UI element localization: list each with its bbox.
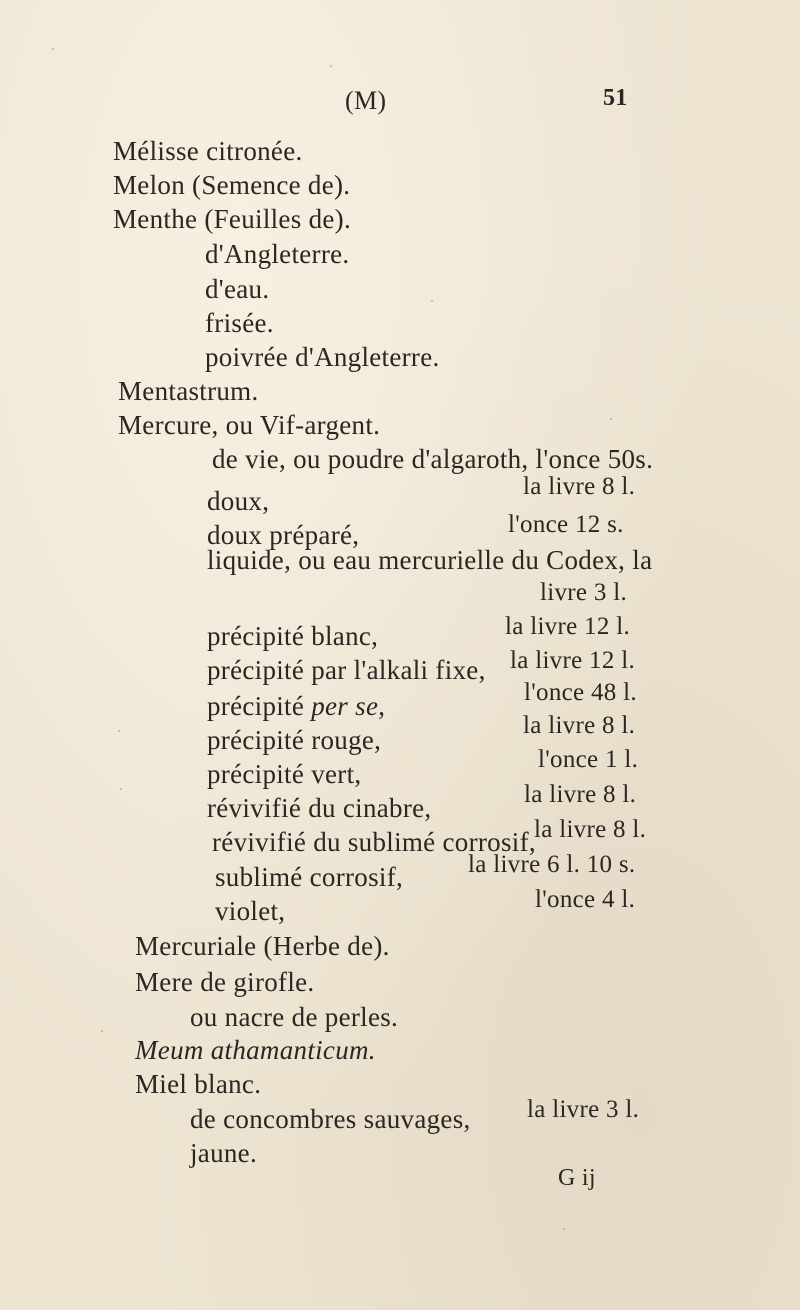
entry-precipite-per-se-suffix: ,: [378, 691, 386, 721]
entry-menthe: Menthe (Feuilles de).: [113, 204, 351, 234]
entry-mercure-vie: de vie, ou poudre d'algaroth, l'once 50s.: [212, 444, 654, 474]
entry-melon: Melon (Semence de).: [113, 170, 351, 200]
entry-nacre-perles: ou nacre de perles.: [190, 1002, 399, 1032]
paper-speck: [330, 65, 332, 67]
price-violet: l'once 4 l.: [535, 886, 636, 913]
paper-speck: [120, 788, 122, 790]
price-miel-concombres: la livre 3 l.: [527, 1096, 640, 1123]
entry-violet: violet,: [215, 896, 286, 926]
entry-precipite-rouge: précipité rouge,: [207, 725, 382, 755]
paper-speck: [118, 730, 120, 732]
price-precipite-alkali: la livre 12 l.: [510, 647, 636, 674]
entry-mere-girofle: Mere de girofle.: [135, 967, 315, 997]
entry-menthe-eau: d'eau.: [205, 274, 270, 304]
entry-miel-jaune: jaune.: [190, 1138, 258, 1168]
entry-menthe-poivree: poivrée d'Angleterre.: [205, 342, 440, 372]
entry-sublime-corrosif: sublimé corrosif,: [215, 862, 404, 892]
entry-revivifie-cinabre: révivifié du cinabre,: [207, 793, 432, 823]
entry-miel-blanc: Miel blanc.: [135, 1069, 262, 1099]
entry-miel-concombres: de concombres sauvages,: [190, 1104, 471, 1134]
entry-mercure-doux: doux,: [207, 486, 270, 516]
paper-speck: [52, 48, 54, 50]
price-revivifie-sublime: la livre 8 l.: [534, 816, 647, 843]
entry-precipite-per-se: [207, 693, 385, 720]
entry-menthe-angleterre: d'Angleterre.: [205, 239, 350, 269]
price-sublime-corrosif: la livre 6 l. 10 s.: [468, 851, 636, 878]
entry-revivifie-sublime: révivifié du sublimé corrosif,: [212, 827, 536, 857]
entry-precipite-alkali: précipité par l'alkali fixe,: [207, 655, 486, 685]
page-number: 51: [603, 85, 628, 111]
price-precipite-vert: l'once 1 l.: [538, 746, 639, 773]
price-precipite-per-se: l'once 48 l.: [524, 679, 637, 706]
price-mercure-doux-prepare: l'once 12 s.: [508, 511, 624, 538]
price-revivifie-cinabre: la livre 8 l.: [524, 781, 637, 808]
entry-precipite-vert: précipité vert,: [207, 759, 362, 789]
paper-speck: [431, 300, 433, 302]
entry-menthe-frisee: frisée.: [205, 308, 274, 338]
entry-mercure: Mercure, ou Vif-argent.: [118, 410, 381, 440]
paper-speck: [610, 418, 612, 420]
entry-mercuriale: Mercuriale (Herbe de).: [135, 931, 390, 961]
price-precipite-rouge: la livre 8 l.: [523, 712, 636, 739]
entry-precipite-per-se-prefix: précipité: [207, 691, 305, 721]
signature-mark: G ij: [558, 1165, 596, 1191]
entry-mercure-liquide: liquide, ou eau mercurielle du Codex, la: [207, 545, 653, 575]
price-precipite-blanc: la livre 12 l.: [505, 613, 631, 640]
price-mercure-doux: la livre 8 l.: [523, 473, 636, 500]
entry-precipite-per-se-italic: per se: [311, 691, 379, 721]
entry-melisse: Mélisse citronée.: [113, 136, 303, 166]
paper-speck: [563, 1228, 565, 1230]
running-head: (M): [345, 86, 387, 115]
price-mercure-liquide: livre 3 l.: [540, 579, 628, 606]
entry-mercure-doux-prepare: doux préparé,: [207, 520, 360, 550]
entry-precipite-blanc: précipité blanc,: [207, 621, 379, 651]
entry-mentastrum: Mentastrum.: [118, 376, 259, 406]
paper-speck: [101, 1030, 103, 1032]
entry-meum: Meum athamanticum.: [135, 1035, 376, 1065]
